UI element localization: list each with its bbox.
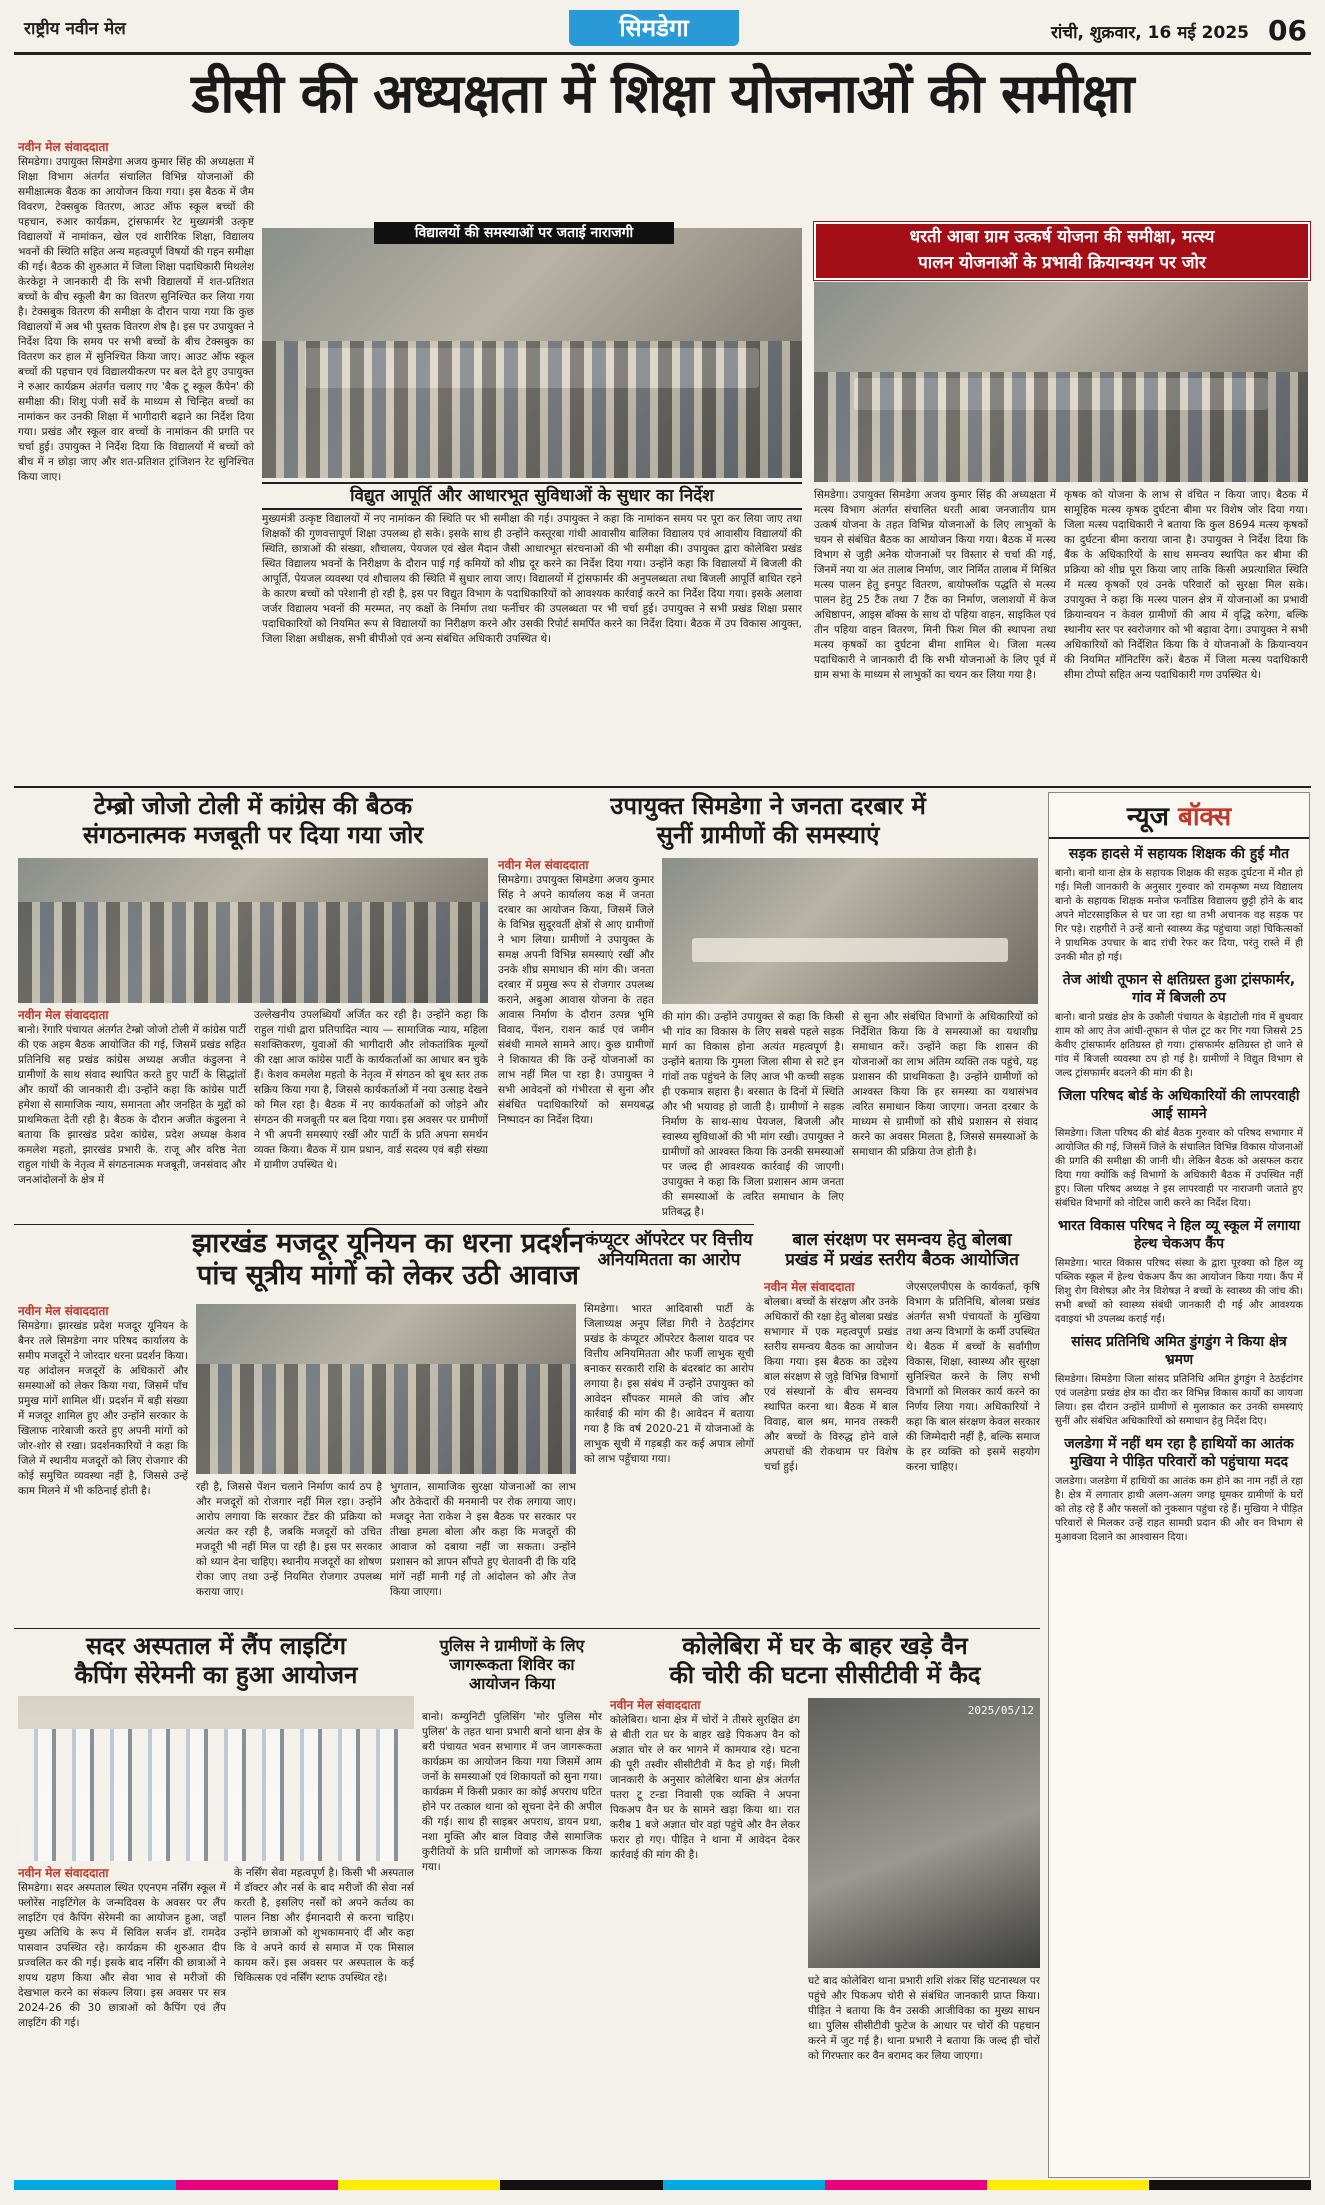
bolba-col1 bbox=[764, 1280, 898, 1624]
kolebira-cctv-photo bbox=[808, 1698, 1040, 1968]
bolba-col2: जेएसएलपीएस के कार्यकर्ता, कृषि विभाग के प्रतिनिधि, बोलबा प्रखंड अंतर्गत सभी पंचायतों के मुखिया तथा अन्य विभागों के कर्मी उपस्थित थे। बैठक में बच्चों के सर्वांगीण विकास, शिक्षा, स्वास्थ्य और सुरक्षा सुनिश्चित करने के लिए सभी विभागों को मिलकर कार्य करने का निर्णय लिया गया। अधिकारियों ने कहा कि बाल संरक्षण केवल सरकार की जिम्मेदारी नहीं है, बल्कि समाज के हर व्यक्ति को इसमें सहयोग करना चाहिए। bbox=[906, 1281, 1040, 1473]
darbar-col3: से सुना और संबंधित विभागों के अधिकारियों को निर्देशित किया कि वे समस्याओं का यथाशीघ्र समाधान करें। उन्होंने कहा कि शासन की योजनाओं का लाभ अंतिम व्यक्ति तक पहुंचे, यह प्रशासन की प्राथमिकता है। उन्होंने ग्रामीणों को आश्वस्त किया कि हर समस्या का यथासंभव त्वरित समाधान किया जाएगा। जनता दरबार के माध्यम से ग्रामीणों को सीधे प्रशासन से संवाद करने का अवसर मिलता है, जिससे समस्याओं के समाधान की प्रक्रिया तेज होती है। bbox=[852, 1011, 1038, 1158]
kolebira-col1 bbox=[610, 1698, 800, 2176]
news-brief-headline: सांसद प्रतिनिधि अमित डुंगडुंग ने किया क्षेत्र भ्रमण bbox=[1071, 1334, 1287, 1368]
dharti-photo bbox=[814, 282, 1308, 482]
news-brief-headline: सड़क हादसे में सहायक शिक्षक की हुई मौत bbox=[1068, 846, 1290, 862]
tembro-headline-line2: संगठनात्मक मजबूती पर दिया गया जोर bbox=[82, 820, 424, 849]
newspaper-page bbox=[14, 10, 1311, 2190]
darbar-col1-text: सिमडेगा। उपायुक्त सिमडेगा अजय कुमार सिंह ने अपने कार्यालय कक्ष में जनता दरबार का आयोजन किया, जिसमें जिले के विभिन्न सुदूरवर्ती क्षेत्रों से आए ग्रामीणों ने भाग लिया। ग्रामीणों ने उपायुक्त के समक्ष अपनी विभिन्न समस्याएं रखीं और उनके शीघ्र समाधान की मांग की। जनता दरबार में प्रमुख रूप से रोजगार उपलब्ध कराने, अबुआ आवास योजना के तहत आवास निर्माण के दौरान उत्पन्न भूमि विवाद, पेंशन, राशन कार्ड एवं जमीन संबंधी मामले सामने आए। कुछ ग्रामीणों ने शिकायत की कि उन्हें योजनाओं का लाभ नहीं मिल पा रहा है। उपायुक्त ने सभी आवेदनों को गंभीरता से सुना और संबंधित पदाधिकारियों को समयबद्ध निष्पादन का निर्देश दिया। bbox=[498, 874, 654, 1126]
police-col1: बानो। कम्युनिटी पुलिसिंग 'मोर पुलिस मोर पुलिस' के तहत थाना प्रभारी बानो थाना क्षेत्र के बरी पंचायत भवन सभागार में जन जागरूकता कार्यक्रम का आयोजन किया गया जिसमें आम जनों के समस्याओं एवं शिकायतों को सुना गया। कार्यक्रम में किसी प्रकार का कोई अपराध घटित होने पर तत्काल थाना को सूचना देने की अपील की गई। साथ ही साइबर अपराध, डायन प्रथा, नशा मुक्ति और बाल विवाह जैसे सामाजिक कुरीतियों के प्रति ग्रामीणों को जागरूक किया गया। bbox=[422, 1711, 602, 1873]
darbar-headline bbox=[498, 792, 1038, 850]
print-color-bar bbox=[14, 2180, 1311, 2190]
news-box-title-suffix: बॉक्स bbox=[1177, 802, 1232, 832]
dateline: रांची, शुक्रवार, 16 मई 2025 bbox=[1050, 23, 1249, 43]
tembro-byline: नवीन मेल संवाददाता bbox=[18, 1008, 109, 1022]
news-brief-body: सिमडेगा। भारत विकास परिषद संस्था के द्वारा पूरक्या को हिल व्यू पब्लिक स्कूल में हेल्थ चेकअप कैंप का आयोजन किया गया। कैंप में शिशु रोग विशेषज्ञ और नेत्र विशेषज्ञ ने बच्चों के स्वास्थ्य की जांच की। सभी बच्चों को स्वास्थ्य संबंधी जानकारी दी गई और आवश्यक दवाइयां भी उपलब्ध कराई गईं। bbox=[1055, 1258, 1303, 1325]
tembro-headline-line1: टेम्ब्रो जोजो टोली में कांग्रेस की बैठक bbox=[93, 792, 413, 820]
bolba-headline-line1: बाल संरक्षण पर समन्वय हेतु बोलबा bbox=[792, 1230, 1012, 1250]
police-headline: पुलिस ने ग्रामीणों के लिए जागरूकता शिविर का आयोजन किया bbox=[439, 1636, 585, 1694]
lead-story-col1 bbox=[18, 140, 254, 780]
tembro-headline bbox=[18, 792, 488, 850]
news-brief-body: बानो। बानो प्रखंड क्षेत्र के उकौली पंचायत के बेड़ाटोली गांव में बुधवार शाम को आए तेज आंधी-तूफान से पोल टूट कर गिर गया जिससे 25 केवीए ट्रांसफार्मर क्षतिग्रस्त हो गया। ट्रांसफार्मर क्षतिग्रस्त हो जाने से गांव में बिजली व्यवस्था ठप हो गई है। ग्रामीणों ने विद्युत विभाग से जल्द ट्रांसफार्मर बदलने की मांग की है। bbox=[1055, 1012, 1303, 1079]
union-headline-line2: पांच सूत्रीय मांगों को लेकर उठी आवाज bbox=[197, 1260, 579, 1292]
kolebira-byline: नवीन मेल संवाददाता bbox=[610, 1698, 701, 1712]
divider-line bbox=[14, 1628, 1040, 1629]
lead-col1-text: सिमडेगा। उपायुक्त सिमडेगा अजय कुमार सिंह की अध्यक्षता में शिक्षा विभाग अंतर्गत संचालित विभिन्न योजनाओं की समीक्षात्मक बैठक का आयोजन किया गया। इस बैठक में जैम विवरण, टेक्सबुक वितरण, आउट ऑफ स्कूल बच्चों की पहचान, रुआर कार्यक्रम, ट्रांसफार्मर रेट मुख्यमंत्री उत्कृष्ट विद्यालयों में नामांकन, खेल एवं शारीरिक शिक्षा, विद्यालय भवनों की स्थिति सहित अन्य महत्वपूर्ण विषयों की गहन समीक्षा की गई। बैठक की शुरुआत में जिला शिक्षा पदाधिकारी मिथलेश केरकेट्टा ने जानकारी दी कि सभी विद्यालयों में शत-प्रतिशत बच्चों के बीच स्कूली बैग का वितरण सुनिश्चित कर लिया गया है। टेक्सबुक वितरण की समीक्षा के दौरान पाया गया कि कुछ विद्यालयों में अब भी पुस्तक वितरण शेष है। इस पर उपायुक्त ने निर्देश दिया कि समय पर सभी बच्चों के बीच टेक्सबुक का वितरण कर हाल में सुनिश्चित किया जाए। आउट ऑफ स्कूल बच्चों की पहचान एवं विद्यालयीकरण पर बल देते हुए उपायुक्त ने रुआर कार्यक्रम अंतर्गत चलाए गए 'बैक टू स्कूल कैंपेन' की समीक्षा की। शिशु पंजी सर्वे के माध्यम से चिन्हित बच्चों का नामांकन कर उनकी शिक्षा में भागीदारी बढ़ाने का निर्देश दिया गया। प्रखंड और स्कूल वार बच्चों के नामांकन की प्रगति पर चर्चा हुई। उपायुक्त ने निर्देश दिया कि विद्यालयों में बच्चों को बीच में न छोड़ा जाए और शत-प्रतिशत ट्रांजिशन रेट सुनिश्चित किया जाए। bbox=[18, 156, 254, 483]
operator-col1: सिमडेगा। भारत आदिवासी पार्टी के जिलाध्यक्ष अनूप लिंडा गिरी ने ठेठईटांगर प्रखंड के कंप्यूटर ऑपरेटर कैलाश यादव पर वित्तीय अनियमितता और फर्जी लाभुक सूची बनाकर सरकारी राशि के बंदरबांट का आरोप लगाया है। इस संबंध में उन्होंने उपायुक्त को आवेदन सौंपकर मामले की जांच और कार्रवाई की मांग की है। आवेदन में बताया गया है कि वर्ष 2020-21 में योजनाओं के लाभुक सूची में गड़बड़ी कर कई अपात्र लोगों को लाभ पहुँचाया गया। bbox=[584, 1303, 754, 1465]
lead-subhead: विद्युत आपूर्ति और आधारभूत सुविधाओं के सुधार का निर्देश bbox=[262, 482, 802, 510]
hospital-byline: नवीन मेल संवाददाता bbox=[18, 1866, 109, 1880]
kolebira-headline-line1: कोलेबिरा में घर के बाहर खड़े वैन bbox=[682, 1632, 968, 1660]
union-col3: भुगतान, सामाजिक सुरक्षा योजनाओं का लाभ और ठेकेदारों की मनमानी पर रोक लगाया जाए। मजदूर नेता राकेश ने इस बैठक पर सरकार पर तीखा हमला बोला और कहा कि मजदूरों की आवाज को दबाया नहीं जा सकता। उन्होंने प्रशासन को ज्ञापन सौंपते हुए चेतावनी दी कि यदि मांगें नहीं मानी गईं तो आंदोलन को और तेज किया जाएगा। bbox=[390, 1481, 576, 1598]
union-col2: रही है, जिससे पेंशन चलाने निर्माण कार्य ठप है और मजदूरों को रोजगार नहीं मिल रहा। उन्होंने आरोप लगाया कि सरकार टेंडर की प्रक्रिया को अत्यंत कर रही है, जबकि मजदूरों को उचित मजदूरी भी नहीं मिल पा रही है। इस पर सरकार को ध्यान देना चाहिए। स्थानीय मजदूरों का शोषण रोका जाए तथा उन्हें नियमित रोजगार उपलब्ध कराया जाए। bbox=[196, 1481, 382, 1598]
darbar-headline-line1: उपायुक्त सिमडेगा ने जनता दरबार में bbox=[610, 792, 926, 820]
news-brief-body: जलडेगा। जलडेगा में हाथियों का आतंक कम होने का नाम नहीं ले रहा है। क्षेत्र में लगातार हाथी अलग-अलग जगह घूमकर ग्रामीणों के घरों को तोड़ रहे हैं और फसलों को नुकसान पहुंचा रहे हैं। मुखिया ने पीड़ित परिवारों से मिलकर उन्हें राहत सामग्री प्रदान की और वन विभाग से मुआवजा दिलाने का आश्वासन दिया। bbox=[1055, 1476, 1303, 1543]
darbar-col1 bbox=[498, 858, 654, 1220]
news-brief-body: सिमडेगा। जिला परिषद की बोर्ड बैठक गुरुवार को परिषद सभागार में आयोजित की गई, जिसमें जिले के संचालित विभिन्न विकास योजनाओं की प्रगति की समीक्षा की जानी थी। लेकिन बैठक को असफल करार दिया गया क्योंकि कई विभागों के अधिकारी बैठक में उपस्थित नहीं हुए। जिला परिषद अध्यक्ष ने इस लापरवाही पर नाराजगी जताते हुए संबंधित विभागों को नोटिस जारी करने का निर्देश दिया। bbox=[1055, 1128, 1303, 1209]
hospital-photo bbox=[18, 1696, 414, 1861]
hospital-col1-text: सिमडेगा। सदर अस्पताल स्थित एएनएम नर्सिंग स्कूल में फ्लोरेंस नाइटिंगेल के जन्मदिवस के अवसर पर लैंप लाइटिंग एवं कैपिंग सेरेमनी का आयोजन हुआ, जहाँ मुख्य अतिथि के रूप में सिविल सर्जन डॉ. रामदेव पासवान उपस्थित रहे। कार्यक्रम की शुरुआत दीप प्रज्वलित कर की गई। इसके बाद नर्सिंग की छात्राओं ने शपथ ग्रहण किया और सेवा भाव से मरीजों की देखभाल करने का संकल्प लिया। इस अवसर पर सत्र 2024-26 की 30 छात्राओं को कैपिंग एवं लैंप लाइटिंग की गई। bbox=[18, 1882, 226, 2029]
kolebira-col1-text: कोलेबिरा। थाना क्षेत्र में चोरों ने तीसरे सुरक्षित ढंग से बीती रात घर के बाहर खड़े पिकअप वैन को अज्ञात चोर ले कर भागने में कामयाब रहे। घटना की पूरी तस्वीर सीसीटीवी में कैद हो गई। मिली जानकारी के अनुसार कोलेबिरा थाना क्षेत्र अंतर्गत पतरा टू टन्डा निवासी एक व्यक्ति ने अपना पिकअप वैन घर के सामने खड़ा किया था। रात करीब 1 बजे अज्ञात चोर वहां पहुंचे और वैन लेकर फरार हो गए। पीड़ित ने थाना में आवेदन देकर कार्रवाई की मांग की है। bbox=[610, 1714, 800, 1861]
tembro-col1 bbox=[18, 1008, 246, 1220]
dharti-headline-line2: पालन योजनाओं के प्रभावी क्रियान्वयन पर जोर bbox=[918, 253, 1206, 273]
bolba-headline-line2: प्रखंड में प्रखंड स्तरीय बैठक आयोजित bbox=[785, 1250, 1019, 1271]
operator-headline: कंप्यूटर ऑपरेटर पर वित्तीय अनियमितता का आरोप bbox=[585, 1230, 753, 1271]
masthead bbox=[14, 10, 1311, 55]
tembro-col2: उल्लेखनीय उपलब्धियाँ अर्जित कर रही है। उन्होंने कहा कि राहुल गांधी द्वारा प्रतिपादित न्याय — सामाजिक न्याय, महिला सशक्तिकरण, युवाओं की भागीदारी और लोकतांत्रिक मूल्यों की रक्षा आज कांग्रेस पार्टी के कार्यकर्ताओं का आधार बन चुके हैं। केशव कमलेश महतो के नेतृत्व में संगठन को बूथ स्तर तक सक्रिय किया गया है, जिससे कार्यकर्ताओं में नया उत्साह देखने को मिल रहा है। बैठक में नए कार्यकर्ताओं को जोड़ने और संगठन की मजबूती पर बल दिया गया। इस अवसर पर ग्रामीणों ने भी अपनी समस्याएं रखीं और पार्टी के प्रति अपना समर्थन व्यक्त किया। बैठक में ग्राम प्रधान, वार्ड सदस्य एवं बड़ी संख्या में ग्रामीण उपस्थित थे। bbox=[254, 1009, 488, 1171]
lead-photo bbox=[262, 228, 802, 478]
union-col1-text: सिमडेगा। झारखंड प्रदेश मजदूर यूनियन के बैनर तले सिमडेगा नगर परिषद कार्यालय के समीप मजदूरों ने जोरदार धरना प्रदर्शन किया। यह आंदोलन मजदूरों के अधिकारों और समस्याओं को लेकर किया गया, जिसमें पाँच प्रमुख मांगें शामिल थीं। प्रदर्शन में बड़ी संख्या में मजदूर शामिल हुए और उन्होंने सरकार के खिलाफ नारेबाजी करते हुए अपनी मांगों को जोर-शोर से रखा। प्रदर्शनकारियों ने कहा कि जिले में स्थानीय मजदूरों को लिए रोजगार की कोई समुचित व्यवस्था नहीं है, जिससे उन्हें काम मिलने में भी कठिनाई होती है। bbox=[18, 1320, 188, 1497]
union-headline-line1: झारखंड मजदूर यूनियन का धरना प्रदर्शन bbox=[191, 1228, 585, 1259]
darbar-headline-line2: सुनीं ग्रामीणों की समस्याएं bbox=[656, 820, 880, 849]
tembro-photo bbox=[18, 858, 488, 1003]
bolba-col1-text: बोलबा। बच्चों के संरक्षण और उनके अधिकारों की रक्षा हेतु बोलबा प्रखंड सभागार में एक महत्वपूर्ण प्रखंड स्तरीय समन्वय बैठक का आयोजन किया गया। इस बैठक का उद्देश्य बाल संरक्षण से जुड़े विभिन्न विभागों एवं संस्थानों के बीच समन्वय स्थापित करना था। बैठक में बाल विवाह, बाल श्रम, मानव तस्करी और बच्चों के विरुद्ध होने वाले अपराधों की रोकथाम पर विशेष चर्चा हुई। bbox=[764, 1296, 898, 1473]
news-box bbox=[1048, 792, 1310, 2178]
divider-line bbox=[14, 1224, 754, 1225]
news-brief-headline: तेज आंधी तूफान से क्षतिग्रस्त हुआ ट्रांसफार्मर, गांव में बिजली ठप bbox=[1062, 972, 1296, 1006]
darbar-photo bbox=[662, 858, 1038, 1004]
news-brief-body: सिमडेगा। सिमडेगा जिला सांसद प्रतिनिधि अमित डुंगडुंग ने ठेठईटांगर एवं जलडेगा प्रखंड क्षेत्र का दौरा कर विभिन्न विकास कार्यों का जायजा लिया। इस दौरान उन्होंने ग्रामीणों से मुलाकात कर उनकी समस्याएं सुनीं और संबंधित अधिकारियों को समाधान हेतु निर्देश दिए। bbox=[1055, 1374, 1303, 1427]
tembro-col1-text: बानो। रेंगारि पंचायत अंतर्गत टेम्ब्रो जोजो टोली में कांग्रेस पार्टी की एक अहम बैठक आयोजित की गई, जिसमें प्रखंड सहित प्रतिनिधि सह प्रखंड कांग्रेस अध्यक्ष अजीत कंडुलना ने ग्रामीणों के साथ संवाद स्थापित करते हुए पार्टी के सिद्धांतों और कार्यों की जानकारी दी। उन्होंने कहा कि कांग्रेस पार्टी हमेशा से सामाजिक न्याय, समानता और जनहित के मुद्दों को प्राथमिकता देती रही है। बैठक के दौरान अजीत कंडुलना ने बताया कि झारखंड प्रदेश कांग्रेस, प्रदेश अध्यक्ष केशव कमलेश महतो, झारखंड प्रभारी के. राजू और वरिष्ठ नेता राहुल गांधी के नेतृत्व में संगठनात्मक मजबूती, जनसंवाद और जनआंदोलनों के क्षेत्र में bbox=[18, 1024, 246, 1186]
dharti-col2: कृषक को योजना के लाभ से वंचित न किया जाए। बैठक में सामूहिक मत्स्य कृषक दुर्घटना बीमा पर विशेष जोर दिया गया। जिला मत्स्य पदाधिकारी ने बताया कि कुल 8694 मत्स्य कृषकों का दुर्घटना बीमा कराया जाना है। उपायुक्त ने निर्देश दिया कि बैंक के अधिकारियों के साथ समन्वय स्थापित कर बीमा की प्रक्रिया को शीघ्र पूरा किया जाए ताकि किसी अप्रत्याशित स्थिति में मत्स्य कृषकों एवं उनके परिवारों को सुरक्षा मिल सके। उपायुक्त ने कहा कि मत्स्य पालन क्षेत्र में योजनाओं का प्रभावी क्रियान्वयन न केवल ग्रामीणों की आय में वृद्धि करेगा, बल्कि स्थानीय स्तर पर स्वरोजगार को भी बढ़ावा देगा। उपायुक्त ने सभी अधिकारियों को निर्देशित किया कि वे योजनाओं के क्रियान्वयन की नियमित मॉनिटरिंग करें। बैठक में जिला मत्स्य पदाधिकारी सीमा टोप्पो सहित अन्य पदाधिकारी गण उपस्थित थे। bbox=[1064, 489, 1308, 681]
lead-headline: डीसी की अध्यक्षता में शिक्षा योजनाओं की समीक्षा bbox=[191, 62, 1134, 125]
news-brief-body: बानो। बानो थाना क्षेत्र के सहायक शिक्षक की सड़क दुर्घटना में मौत हो गई। मिली जानकारी के अनुसार गुरुवार को रामकृष्ण मध्य विद्यालय बानो के सहायक शिक्षक मनोज फर्नांडिस विद्यालय छुट्टी होने के बाद अपने मोटरसाइकिल से घर जा रहा था तभी अचानक वह सड़क पर गिर पड़े। राहगीरों ने उन्हें बानो स्वास्थ्य केंद्र पहुंचाया जहां चिकित्सकों ने प्राथमिक उपचार के बाद रांची रेफर कर दिया, परंतु रास्ते में ही उनकी मौत हो गई। bbox=[1055, 868, 1303, 963]
news-brief-headline: जिला परिषद बोर्ड के अधिकारियों की लापरवाही आई सामने bbox=[1058, 1088, 1300, 1122]
section-tab: सिमडेगा bbox=[569, 10, 739, 46]
page-number: 06 bbox=[1268, 14, 1307, 47]
union-photo bbox=[196, 1304, 576, 1474]
kolebira-col2: घटे बाद कोलेबिरा थाना प्रभारी शशि शंकर सिंह घटनास्थल पर पहुंचे और पिकअप चोरी से संबंधित जानकारी प्राप्त किया। पीड़ित ने बताया कि वैन उसकी आजीविका का मुख्य साधन था। पुलिस सीसीटीवी फुटेज के आधार पर चोरों की पहचान करने में जुट गई है। थाना प्रभारी ने बताया कि जल्द ही चोरों को गिरफ्तार कर वैन बरामद कर लिया जाएगा। bbox=[808, 1975, 1040, 2062]
hospital-col1 bbox=[18, 1866, 226, 2176]
union-col1 bbox=[18, 1304, 188, 1624]
news-brief-headline: भारत विकास परिषद ने हिल व्यू स्कूल में लगाया हेल्थ चेकअप कैंप bbox=[1057, 1218, 1301, 1252]
hospital-headline bbox=[18, 1632, 414, 1690]
hospital-col2: के नर्सिंग सेवा महत्वपूर्ण है। किसी भी अस्पताल में डॉक्टर और नर्स के बाद मरीजों की सेवा नर्स करती है, इसलिए नर्सों को अपने कर्तव्य का पालन निष्ठा और ईमानदारी से करना चाहिए। उन्होंने छात्राओं को शुभकामनाएं दीं और कहा कि वे अपने कार्य से समाज में एक मिसाल कायम करें। इस अवसर पर अस्पताल के कई चिकित्सक एवं नर्सिंग स्टाफ उपस्थित रहे। bbox=[234, 1867, 414, 1984]
kolebira-headline bbox=[610, 1632, 1040, 1690]
cctv-timestamp: 2025/05/12 bbox=[967, 1704, 1034, 1717]
darbar-col2: की मांग की। उन्होंने उपायुक्त से कहा कि किसी भी गांव का विकास के लिए सबसे पहले सड़क मार्ग का विकास होना अत्यंत महत्वपूर्ण है। उन्होंने बताया कि गुमला जिला सीमा से सटे इन गांवों तक पहुंचने के लिए आज भी कच्ची सड़क ही एकमात्र सहारा है। बरसात के दिनों में स्थिति और भी भयावह हो जाती है। ग्रामीणों ने सड़क निर्माण के साथ-साथ पेयजल, बिजली और स्वास्थ्य सुविधाओं की भी मांग रखी। उपायुक्त ने ग्रामीणों को आश्वस्त किया कि उनकी समस्याओं पर जल्द ही आवश्यक कार्रवाई की जाएगी। उपायुक्त ने कहा कि जिला प्रशासन आम जनता की समस्याओं के त्वरित समाधान के लिए प्रतिबद्ध है। bbox=[662, 1011, 844, 1218]
kolebira-headline-line2: की चोरी की घटना सीसीटीवी में कैद bbox=[669, 1660, 981, 1689]
brand-name: राष्ट्रीय नवीन मेल bbox=[24, 19, 126, 39]
lead-photo-caption-top: विद्यालयों की समस्याओं पर जताई नाराजगी bbox=[374, 222, 674, 244]
news-box-items bbox=[1049, 845, 1309, 1545]
hospital-headline-line2: कैपिंग सेरेमनी का हुआ आयोजन bbox=[74, 1660, 358, 1689]
bolba-headline bbox=[764, 1230, 1040, 1271]
section-divider bbox=[14, 786, 1311, 788]
lead-byline: नवीन मेल संवाददाता bbox=[18, 140, 109, 154]
lead-story-col2: मुख्यमंत्री उत्कृष्ट विद्यालयों में नए नामांकन की स्थिति पर भी समीक्षा की गई। उपायुक्त ने कहा कि नामांकन समय पर पूरा कर लिया जाए तथा शिक्षकों की गुणवत्तापूर्ण शिक्षा उपलब्ध हो सके। इसके साथ ही उन्होंने कस्तूरबा गांधी आवासीय बालिका विद्यालय एवं आवासीय विद्यालयों की स्थिति, छात्राओं की संख्या, शौचालय, पेयजल एवं खेल मैदान जैसी आधारभूत संरचनाओं की भी समीक्षा की। उपायुक्त द्वारा कोलेबिरा प्रखंड स्थित विद्यालय भवनों के निरीक्षण के दौरान पाई गई कमियों को शीघ्र दूर करने का निर्देश दिया गया। उन्होंने कहा कि विद्यालयों में बिजली की आपूर्ति, पेयजल व्यवस्था एवं शौचालय की स्थिति में सुधार लाया जाए। विद्यालयों में ट्रांसफार्मर की अनुपलब्धता तथा बिजली आपूर्ति बाधित रहने के कारण बच्चों को परेशानी हो रही है, इस पर विद्युत विभाग के पदाधिकारियों को आवश्यक कार्रवाई करने का निर्देश दिया गया। इसके अलावा जर्जर विद्यालय भवनों की मरम्मत, नए कक्षों के निर्माण तथा फर्नीचर की उपलब्धता पर भी चर्चा हुई। उपायुक्त ने सभी प्रखंड शिक्षा प्रसार पदाधिकारियों को नियमित रूप से विद्यालयों का निरीक्षण करने और उसकी रिपोर्ट समर्पित करने का निर्देश दिया। बैठक में उप विकास आयुक्त, जिला शिक्षा अधीक्षक, सभी बीपीओ एवं अन्य संबंधित अधिकारी उपस्थित थे। bbox=[262, 513, 802, 645]
bolba-byline: नवीन मेल संवाददाता bbox=[764, 1280, 855, 1294]
darbar-byline: नवीन मेल संवाददाता bbox=[498, 858, 589, 872]
hospital-headline-line1: सदर अस्पताल में लैंप लाइटिंग bbox=[85, 1632, 347, 1660]
dharti-headline-line1: धरती आबा ग्राम उत्कर्ष योजना की समीक्षा, मत्स्य bbox=[909, 227, 1215, 247]
news-box-title bbox=[1049, 797, 1309, 839]
union-byline: नवीन मेल संवाददाता bbox=[18, 1304, 109, 1318]
dharti-col1: सिमडेगा। उपायुक्त सिमडेगा अजय कुमार सिंह की अध्यक्षता में मत्स्य विभाग अंतर्गत संचालित धरती आबा जनजातीय ग्राम उत्कर्ष योजना के तहत विभिन्न योजनाओं के लिए लाभुकों के चयन से संबंधित बैठक का आयोजन किया गया। बैठक में मत्स्य विभाग से जुड़ी अनेक योजनाओं पर विस्तार से चर्चा की गई, जिनमें नया या अंत तालाब निर्माण, जार निर्मित तालाब में मिश्रित मत्स्य पालन हेतु इनपुट वितरण, बायोफ्लॉक पद्धति से मत्स्य पालन हेतु 25 टैंक तथा 7 टैंक का निर्माण, जलाशयों में केज अधिष्ठापन, आइस बॉक्स के साथ दो पहिया वाहन, साइकिल एवं तीन पहिया वाहन वितरण, मिनी फिश मिल की स्थापना तथा मत्स्य कृषकों का दुर्घटना बीमा शामिल थे। जिला मत्स्य पदाधिकारी ने जानकारी दी कि सभी योजनाओं के लिए पूर्व में ग्राम सभा के माध्यम से लाभुकों का चयन कर लिया गया है। bbox=[814, 489, 1056, 681]
dharti-headline bbox=[814, 222, 1310, 280]
news-brief-headline: जलडेगा में नहीं थम रहा है हाथियों का आतंक मुखिया ने पीड़ित परिवारों को पहुंचाया मदद bbox=[1064, 1436, 1294, 1470]
news-box-title-prefix: न्यूज bbox=[1126, 802, 1178, 832]
